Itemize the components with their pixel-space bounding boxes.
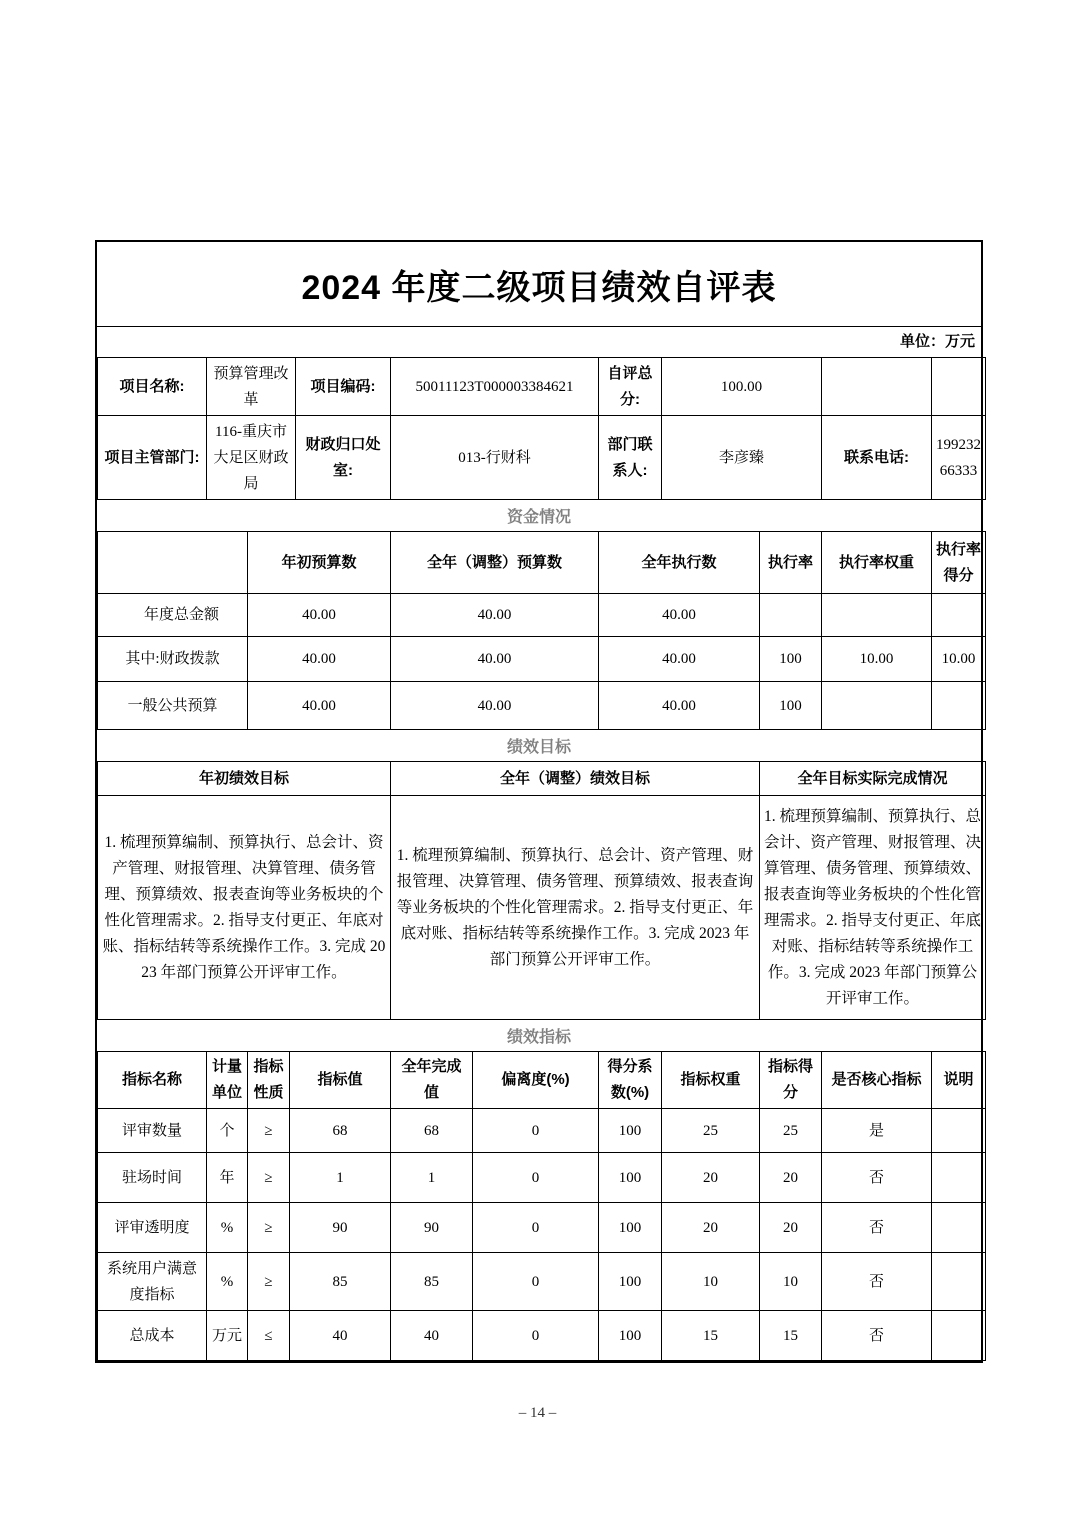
indicator-score: 20 [760, 1203, 822, 1253]
funding-row-label: 年度总金额 [98, 594, 248, 637]
indicator-core: 是 [822, 1109, 932, 1153]
funding-cell: 40.00 [599, 637, 760, 682]
indicator-weight: 10 [662, 1253, 760, 1311]
goals-header-cell: 年初绩效目标 [98, 762, 391, 796]
indicator-nature: ≥ [248, 1109, 290, 1153]
funding-row [98, 637, 986, 682]
indicator-name: 评审透明度 [98, 1203, 207, 1253]
contact-label: 部门联系人: [599, 416, 662, 500]
self-score-label: 自评总分: [599, 358, 662, 416]
info-row [98, 416, 986, 500]
phone-label: 联系电话: [822, 416, 932, 500]
info-empty-cell [932, 358, 986, 416]
indicator-score: 10 [760, 1253, 822, 1311]
funding-header-cell: 执行率得分 [932, 532, 986, 594]
indicator-header-cell: 计量单位 [207, 1052, 248, 1109]
indicator-score: 25 [760, 1109, 822, 1153]
indicator-core: 否 [822, 1153, 932, 1203]
indicator-coefficient: 100 [599, 1311, 662, 1361]
goals-table [97, 761, 986, 1020]
indicator-coefficient: 100 [599, 1253, 662, 1311]
indicator-actual: 85 [391, 1253, 473, 1311]
indicator-deviation: 0 [473, 1203, 599, 1253]
department-label: 项目主管部门: [98, 416, 207, 500]
funding-cell: 10.00 [822, 637, 932, 682]
indicator-name: 评审数量 [98, 1109, 207, 1153]
project-code-value: 50011123T000003384621 [391, 358, 599, 416]
indicator-weight: 20 [662, 1203, 760, 1253]
funding-header-cell: 年初预算数 [248, 532, 391, 594]
indicator-nature: ≤ [248, 1311, 290, 1361]
indicator-header-cell: 指标权重 [662, 1052, 760, 1109]
indicator-note [932, 1311, 986, 1361]
indicator-weight: 20 [662, 1153, 760, 1203]
funding-cell: 40.00 [391, 594, 599, 637]
goal-initial-text: 1. 梳理预算编制、预算执行、总会计、资产管理、财报管理、决算管理、债务管理、预算绩效、报表查询等业务板块的个性化管理需求。2. 指导支付更正、年底对账、指标结转等系统操作工作。3. 完成 2023 年部门预算公开评审工作。 [98, 796, 391, 1020]
indicator-header-cell: 是否核心指标 [822, 1052, 932, 1109]
funding-cell [760, 594, 822, 637]
self-score-value: 100.00 [662, 358, 822, 416]
indicator-nature: ≥ [248, 1153, 290, 1203]
indicator-target: 1 [290, 1153, 391, 1203]
funding-cell: 40.00 [599, 682, 760, 730]
page-number: – 14 – [518, 1405, 557, 1421]
info-row [98, 358, 986, 416]
goals-header-row [98, 762, 986, 796]
funding-cell: 40.00 [248, 637, 391, 682]
project-name-label: 项目名称: [98, 358, 207, 416]
evaluation-table [95, 240, 983, 1363]
funding-row-label: 一般公共预算 [98, 682, 248, 730]
indicator-header-cell: 指标名称 [98, 1052, 207, 1109]
indicator-core: 否 [822, 1203, 932, 1253]
funding-cell: 40.00 [248, 682, 391, 730]
funding-cell: 40.00 [248, 594, 391, 637]
page-title: 2024 年度二级项目绩效自评表 [97, 242, 981, 327]
indicator-header-cell: 偏离度(%) [473, 1052, 599, 1109]
indicator-deviation: 0 [473, 1253, 599, 1311]
indicator-note [932, 1203, 986, 1253]
indicator-deviation: 0 [473, 1311, 599, 1361]
indicator-score: 15 [760, 1311, 822, 1361]
indicator-header-cell: 说明 [932, 1052, 986, 1109]
goal-actual-text: 1. 梳理预算编制、预算执行、总会计、资产管理、财报管理、决算管理、债务管理、预算绩效、报表查询等业务板块的个性化管理需求。2. 指导支付更正、年底对账、指标结转等系统操作工作。3. 完成 2023 年部门预算公开评审工作。 [760, 796, 986, 1020]
project-name-value: 预算管理改革 [207, 358, 296, 416]
funding-cell: 100 [760, 637, 822, 682]
funding-header-row [98, 532, 986, 594]
indicator-score: 20 [760, 1153, 822, 1203]
indicator-coefficient: 100 [599, 1203, 662, 1253]
funding-cell: 40.00 [391, 682, 599, 730]
funding-header-cell: 全年执行数 [599, 532, 760, 594]
goals-header-cell: 全年目标实际完成情况 [760, 762, 986, 796]
indicator-core: 否 [822, 1311, 932, 1361]
funding-table [97, 531, 986, 730]
indicator-unit: % [207, 1203, 248, 1253]
indicator-name: 总成本 [98, 1311, 207, 1361]
funding-row-label: 其中:财政拨款 [98, 637, 248, 682]
section-header-funding: 资金情况 [97, 500, 981, 531]
funding-cell: 100 [760, 682, 822, 730]
indicator-nature: ≥ [248, 1203, 290, 1253]
indicator-row [98, 1153, 986, 1203]
indicator-deviation: 0 [473, 1109, 599, 1153]
contact-value: 李彦臻 [662, 416, 822, 500]
indicator-header-cell: 全年完成值 [391, 1052, 473, 1109]
funding-cell [822, 594, 932, 637]
goals-header-cell: 全年（调整）绩效目标 [391, 762, 760, 796]
indicator-note [932, 1153, 986, 1203]
funding-header-cell: 执行率权重 [822, 532, 932, 594]
phone-value: 19923266333 [932, 416, 986, 500]
funding-header-cell [98, 532, 248, 594]
indicator-header-cell: 指标值 [290, 1052, 391, 1109]
funding-row [98, 682, 986, 730]
office-label: 财政归口处室: [296, 416, 391, 500]
indicator-actual: 40 [391, 1311, 473, 1361]
indicator-unit: 个 [207, 1109, 248, 1153]
indicator-target: 40 [290, 1311, 391, 1361]
indicator-row [98, 1311, 986, 1361]
funding-header-cell: 执行率 [760, 532, 822, 594]
indicator-name: 驻场时间 [98, 1153, 207, 1203]
funding-cell: 40.00 [391, 637, 599, 682]
section-header-indicators: 绩效指标 [97, 1020, 981, 1051]
funding-cell [822, 682, 932, 730]
indicator-target: 85 [290, 1253, 391, 1311]
funding-cell [932, 594, 986, 637]
indicator-row [98, 1109, 986, 1153]
funding-cell: 40.00 [599, 594, 760, 637]
project-info-table [97, 357, 986, 500]
office-value: 013-行财科 [391, 416, 599, 500]
indicator-nature: ≥ [248, 1253, 290, 1311]
indicator-target: 68 [290, 1109, 391, 1153]
indicator-actual: 90 [391, 1203, 473, 1253]
indicators-table [97, 1051, 986, 1361]
indicator-unit: 年 [207, 1153, 248, 1203]
funding-header-cell: 全年（调整）预算数 [391, 532, 599, 594]
section-header-goals: 绩效目标 [97, 730, 981, 761]
indicator-actual: 1 [391, 1153, 473, 1203]
unit-label: 单位：万元 [899, 333, 975, 350]
goal-adjusted-text: 1. 梳理预算编制、预算执行、总会计、资产管理、财报管理、决算管理、债务管理、预算绩效、报表查询等业务板块的个性化管理需求。2. 指导支付更正、年底对账、指标结转等系统操作工作。3. 完成 2023 年部门预算公开评审工作。 [391, 796, 760, 1020]
indicator-unit: 万元 [207, 1311, 248, 1361]
indicator-note [932, 1253, 986, 1311]
department-value: 116-重庆市大足区财政局 [207, 416, 296, 500]
indicator-deviation: 0 [473, 1153, 599, 1203]
indicators-header-row [98, 1052, 986, 1109]
indicator-row [98, 1203, 986, 1253]
indicator-row [98, 1253, 986, 1311]
indicator-note [932, 1109, 986, 1153]
info-empty-cell [822, 358, 932, 416]
indicator-header-cell: 得分系数(%) [599, 1052, 662, 1109]
indicator-coefficient: 100 [599, 1153, 662, 1203]
indicator-unit: % [207, 1253, 248, 1311]
funding-row [98, 594, 986, 637]
indicator-weight: 15 [662, 1311, 760, 1361]
indicator-coefficient: 100 [599, 1109, 662, 1153]
indicator-core: 否 [822, 1253, 932, 1311]
goals-content-row [98, 796, 986, 1020]
funding-cell: 10.00 [932, 637, 986, 682]
indicator-weight: 25 [662, 1109, 760, 1153]
funding-cell [932, 682, 986, 730]
indicator-actual: 68 [391, 1109, 473, 1153]
indicator-header-cell: 指标性质 [248, 1052, 290, 1109]
indicator-header-cell: 指标得分 [760, 1052, 822, 1109]
indicator-target: 90 [290, 1203, 391, 1253]
indicator-name: 系统用户满意度指标 [98, 1253, 207, 1311]
project-code-label: 项目编码: [296, 358, 391, 416]
